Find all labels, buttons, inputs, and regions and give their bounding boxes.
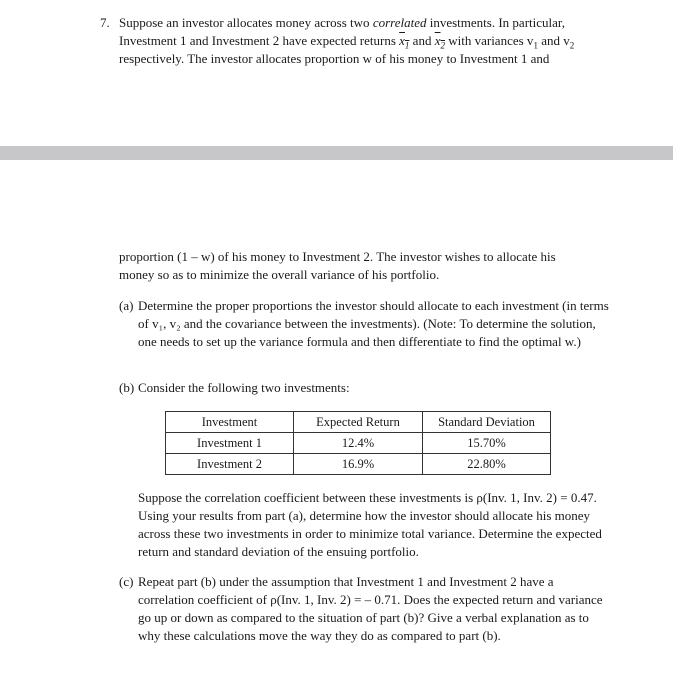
- question-continuation: proportion (1 – w) of his money to Investment 2. The investor wishes to allocate his money so as to minimize the overall variance of his portfolio.: [119, 249, 556, 282]
- table-header: Investment: [166, 412, 294, 433]
- table-row: [166, 433, 551, 454]
- table-cell: Investment 2: [166, 454, 294, 475]
- part-b: [119, 379, 611, 397]
- table-cell: 15.70%: [423, 433, 551, 454]
- part-c-text: Repeat part (b) under the assumption that Investment 1 and Investment 2 have a correlation coefficient of ρ(Inv. 1, Inv. 2) = – 0.71. Does the expected return and variance go up or down as compared to the situation of part (b)? Give a verbal explanation as to why these calculations move the way they do as compared to part (b).: [138, 574, 603, 643]
- emphasis-correlated: correlated: [372, 15, 427, 30]
- mean-x2: $x_2$: [434, 33, 445, 51]
- part-c-label: (c): [119, 574, 134, 589]
- table-cell: 22.80%: [423, 454, 551, 475]
- table-header: Standard Deviation: [423, 412, 551, 433]
- mean-x1: $x_1$: [399, 33, 410, 51]
- part-a-label: (a): [119, 298, 134, 313]
- table-cell: 16.9%: [294, 454, 423, 475]
- question-number: 7.: [100, 15, 110, 30]
- table-row: [166, 454, 551, 475]
- part-b-text: Consider the following two investments:: [138, 380, 350, 395]
- table-cell: 12.4%: [294, 433, 423, 454]
- part-b-followup: Suppose the correlation coefficient between these investments is ρ(Inv. 1, Inv. 2) = 0.47. Using your results from part (a), determine how the investor should allocate his money across these two investments in order to minimize total variance. Determine the expected return and standard deviation of the ensuing portfolio.: [138, 490, 602, 559]
- part-c: [119, 573, 611, 645]
- part-a: [119, 297, 611, 351]
- table-header-row: [166, 412, 551, 433]
- page-break-band: [0, 146, 673, 160]
- part-a-text: Determine the proper proportions the investor should allocate to each investment (in terms of v₁, v₂ and the covariance between the investments). (Note: To determine the solution, one needs to set up the variance formula and then differentiate to find the optimal w.): [138, 298, 609, 349]
- table-cell: Investment 1: [166, 433, 294, 454]
- table-header: Expected Return: [294, 412, 423, 433]
- investment-table: [165, 411, 551, 475]
- part-b-label: (b): [119, 380, 135, 395]
- question-intro: Suppose an investor allocates money across two correlated investments. In particular, Investment 1 and Investment 2 have expected returns $x_1$ and $x_2$ with variances $v_1$ and $v_2$ respectively. The investor allocates proportion w of his money to Investment 1 and: [119, 15, 575, 66]
